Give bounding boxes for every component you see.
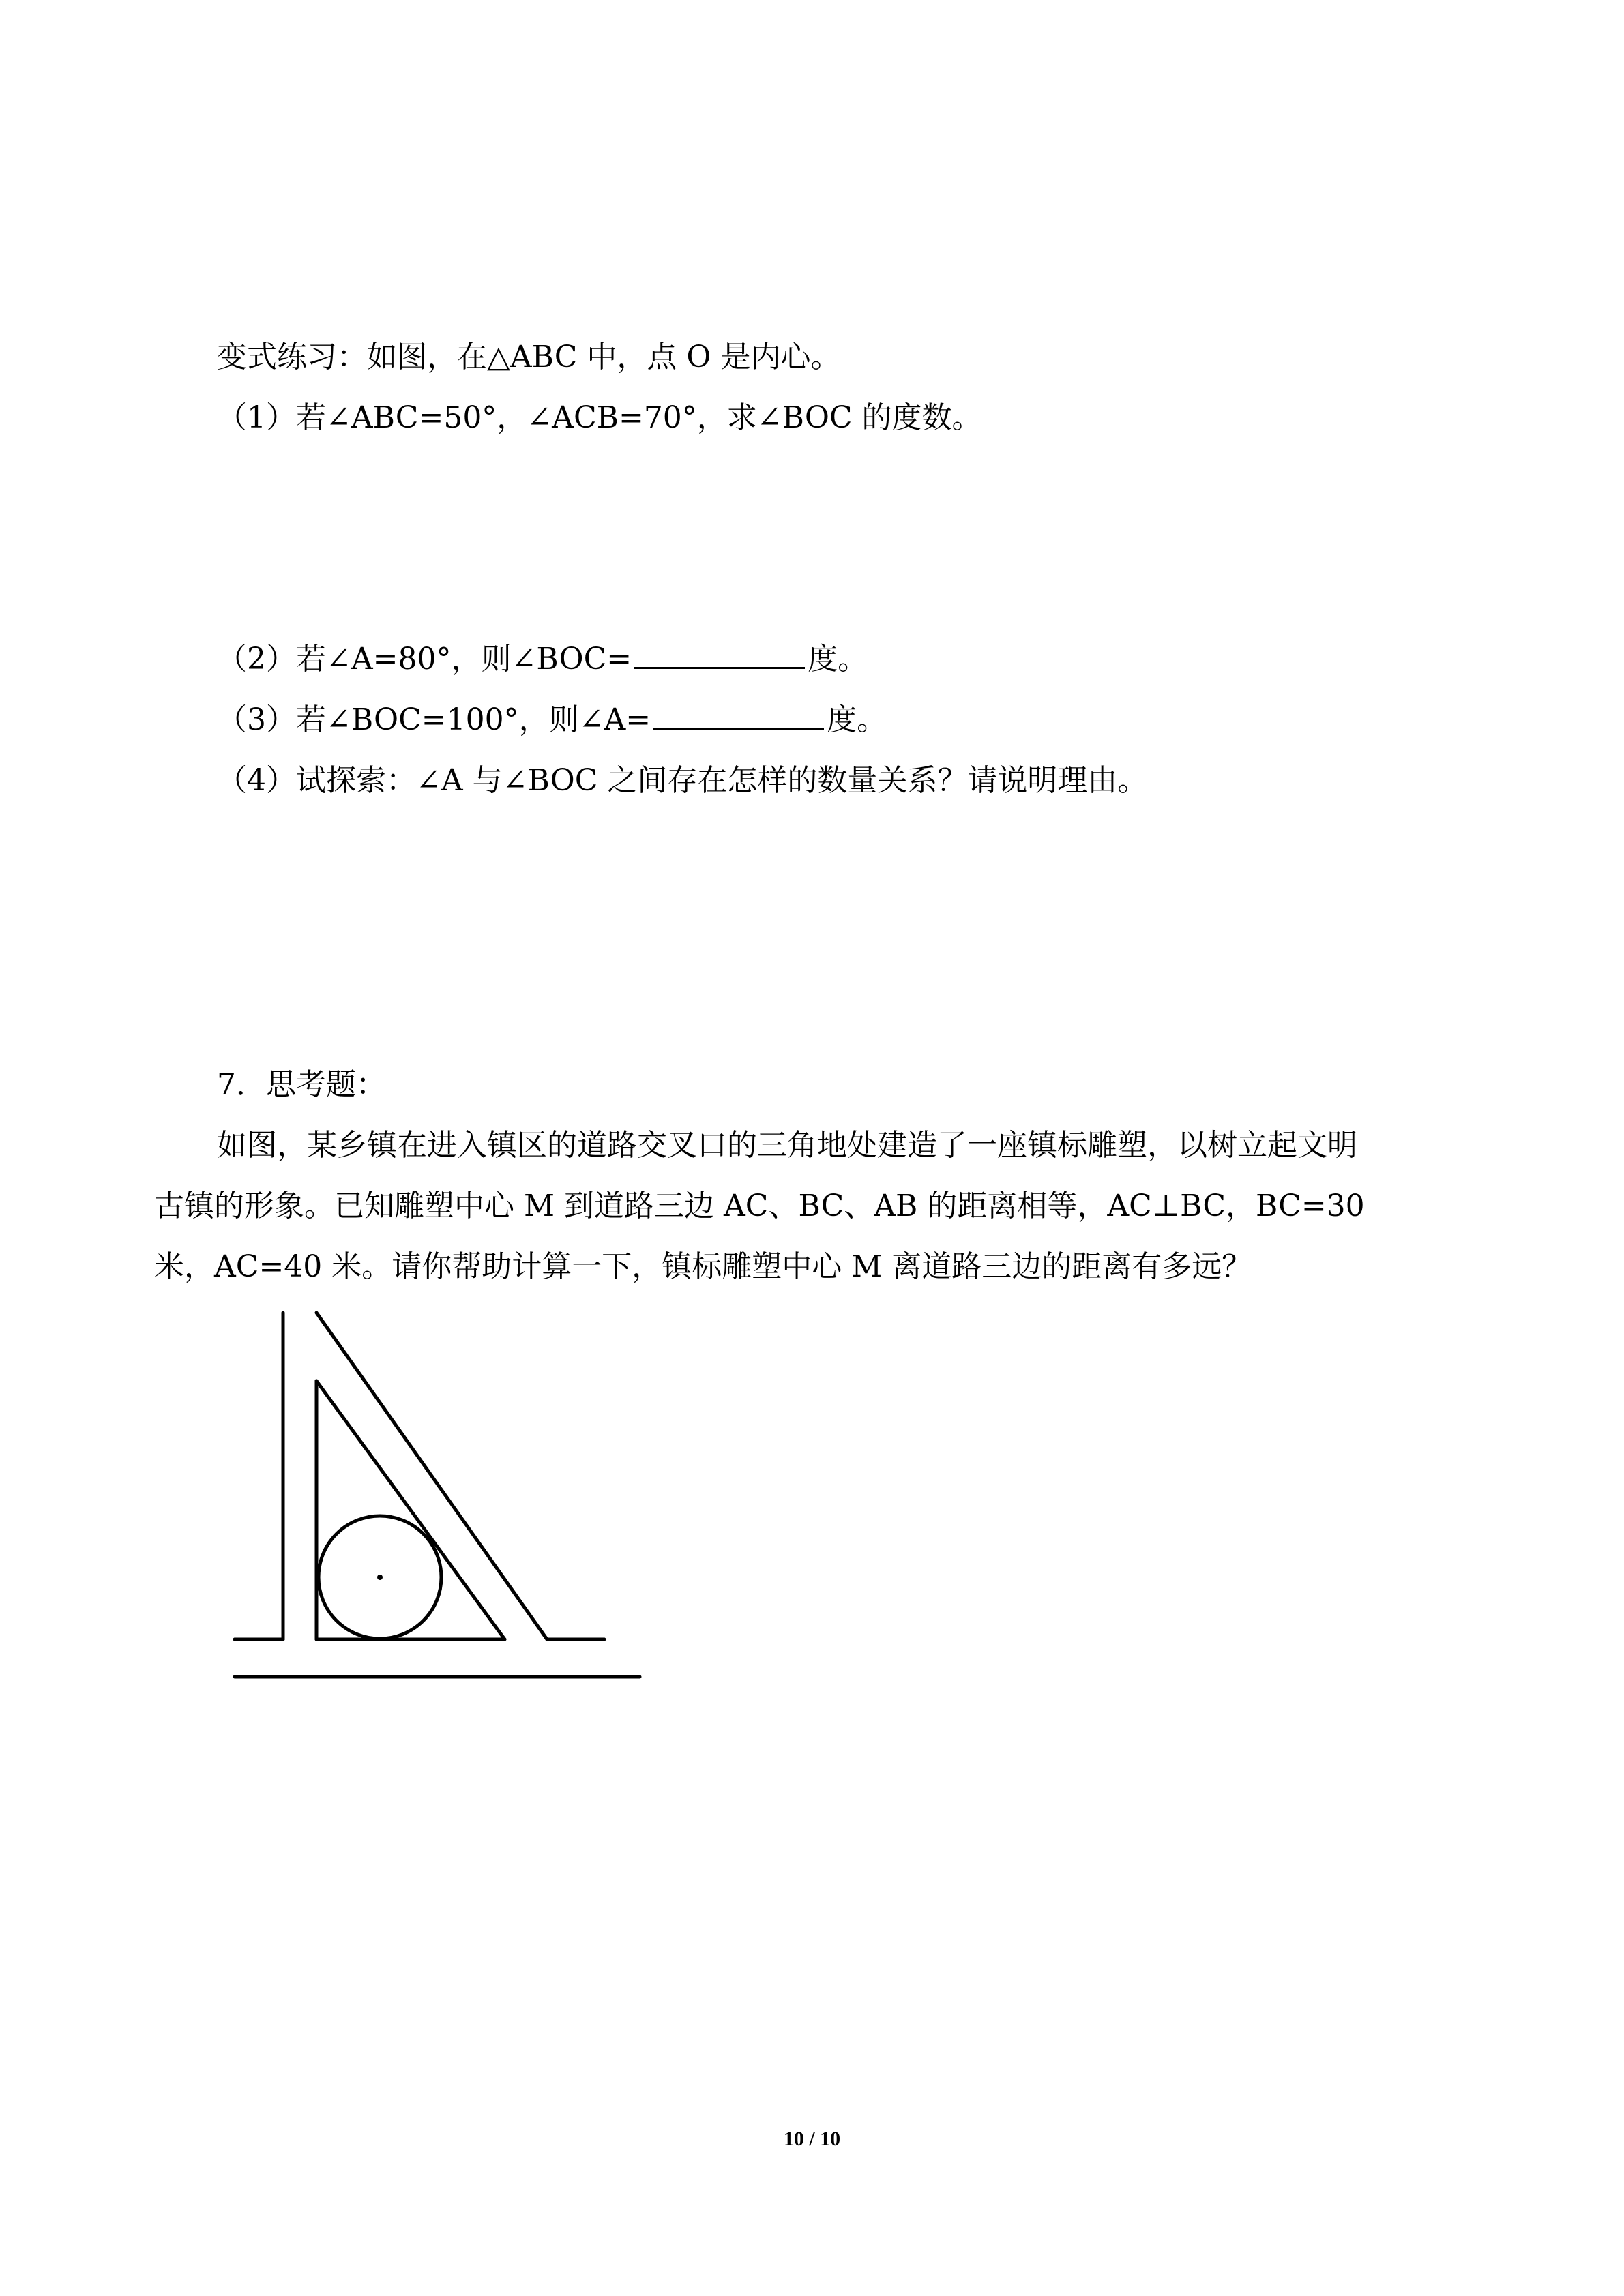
problem-7-line-1: 如图，某乡镇在进入镇区的道路交叉口的三角地处建造了一座镇标雕塑，以树立起文明	[217, 1128, 1357, 1163]
question-2-unit: 度。	[808, 642, 868, 676]
question-2-text: （2）若∠A=80°，则∠BOC=	[217, 642, 632, 676]
center-m-point	[377, 1575, 383, 1580]
problem-7-heading: 7．思考题：	[217, 1067, 386, 1102]
road-triangle-figure	[205, 1296, 655, 1698]
problem-7-line-2: 古镇的形象。已知雕塑中心 M 到道路三边 AC、BC、AB 的距离相等，AC⊥BC，BC=30	[154, 1189, 1365, 1223]
diagonal-road-line	[316, 1313, 547, 1639]
question-3-unit: 度。	[827, 702, 887, 737]
answer-blank-2[interactable]	[634, 640, 805, 669]
question-1: （1）若∠ABC=50°，∠ACB=70°，求∠BOC 的度数。	[217, 400, 982, 435]
problem-7-line-3: 米，AC=40 米。请你帮助计算一下，镇标雕塑中心 M 离道路三边的距离有多远？	[154, 1249, 1252, 1284]
question-4: （4）试探索：∠A 与∠BOC 之间存在怎样的数量关系？请说明理由。	[217, 763, 1148, 798]
triangle-side-ab	[316, 1381, 505, 1639]
page-number: 10 / 10	[783, 2128, 841, 2150]
question-3	[217, 700, 887, 741]
answer-blank-3[interactable]	[653, 700, 824, 730]
exercise-intro: 变式练习：如图，在△ABC 中，点 O 是内心。	[217, 340, 841, 374]
question-3-text: （3）若∠BOC=100°，则∠A=	[217, 702, 651, 737]
question-2	[217, 639, 868, 680]
